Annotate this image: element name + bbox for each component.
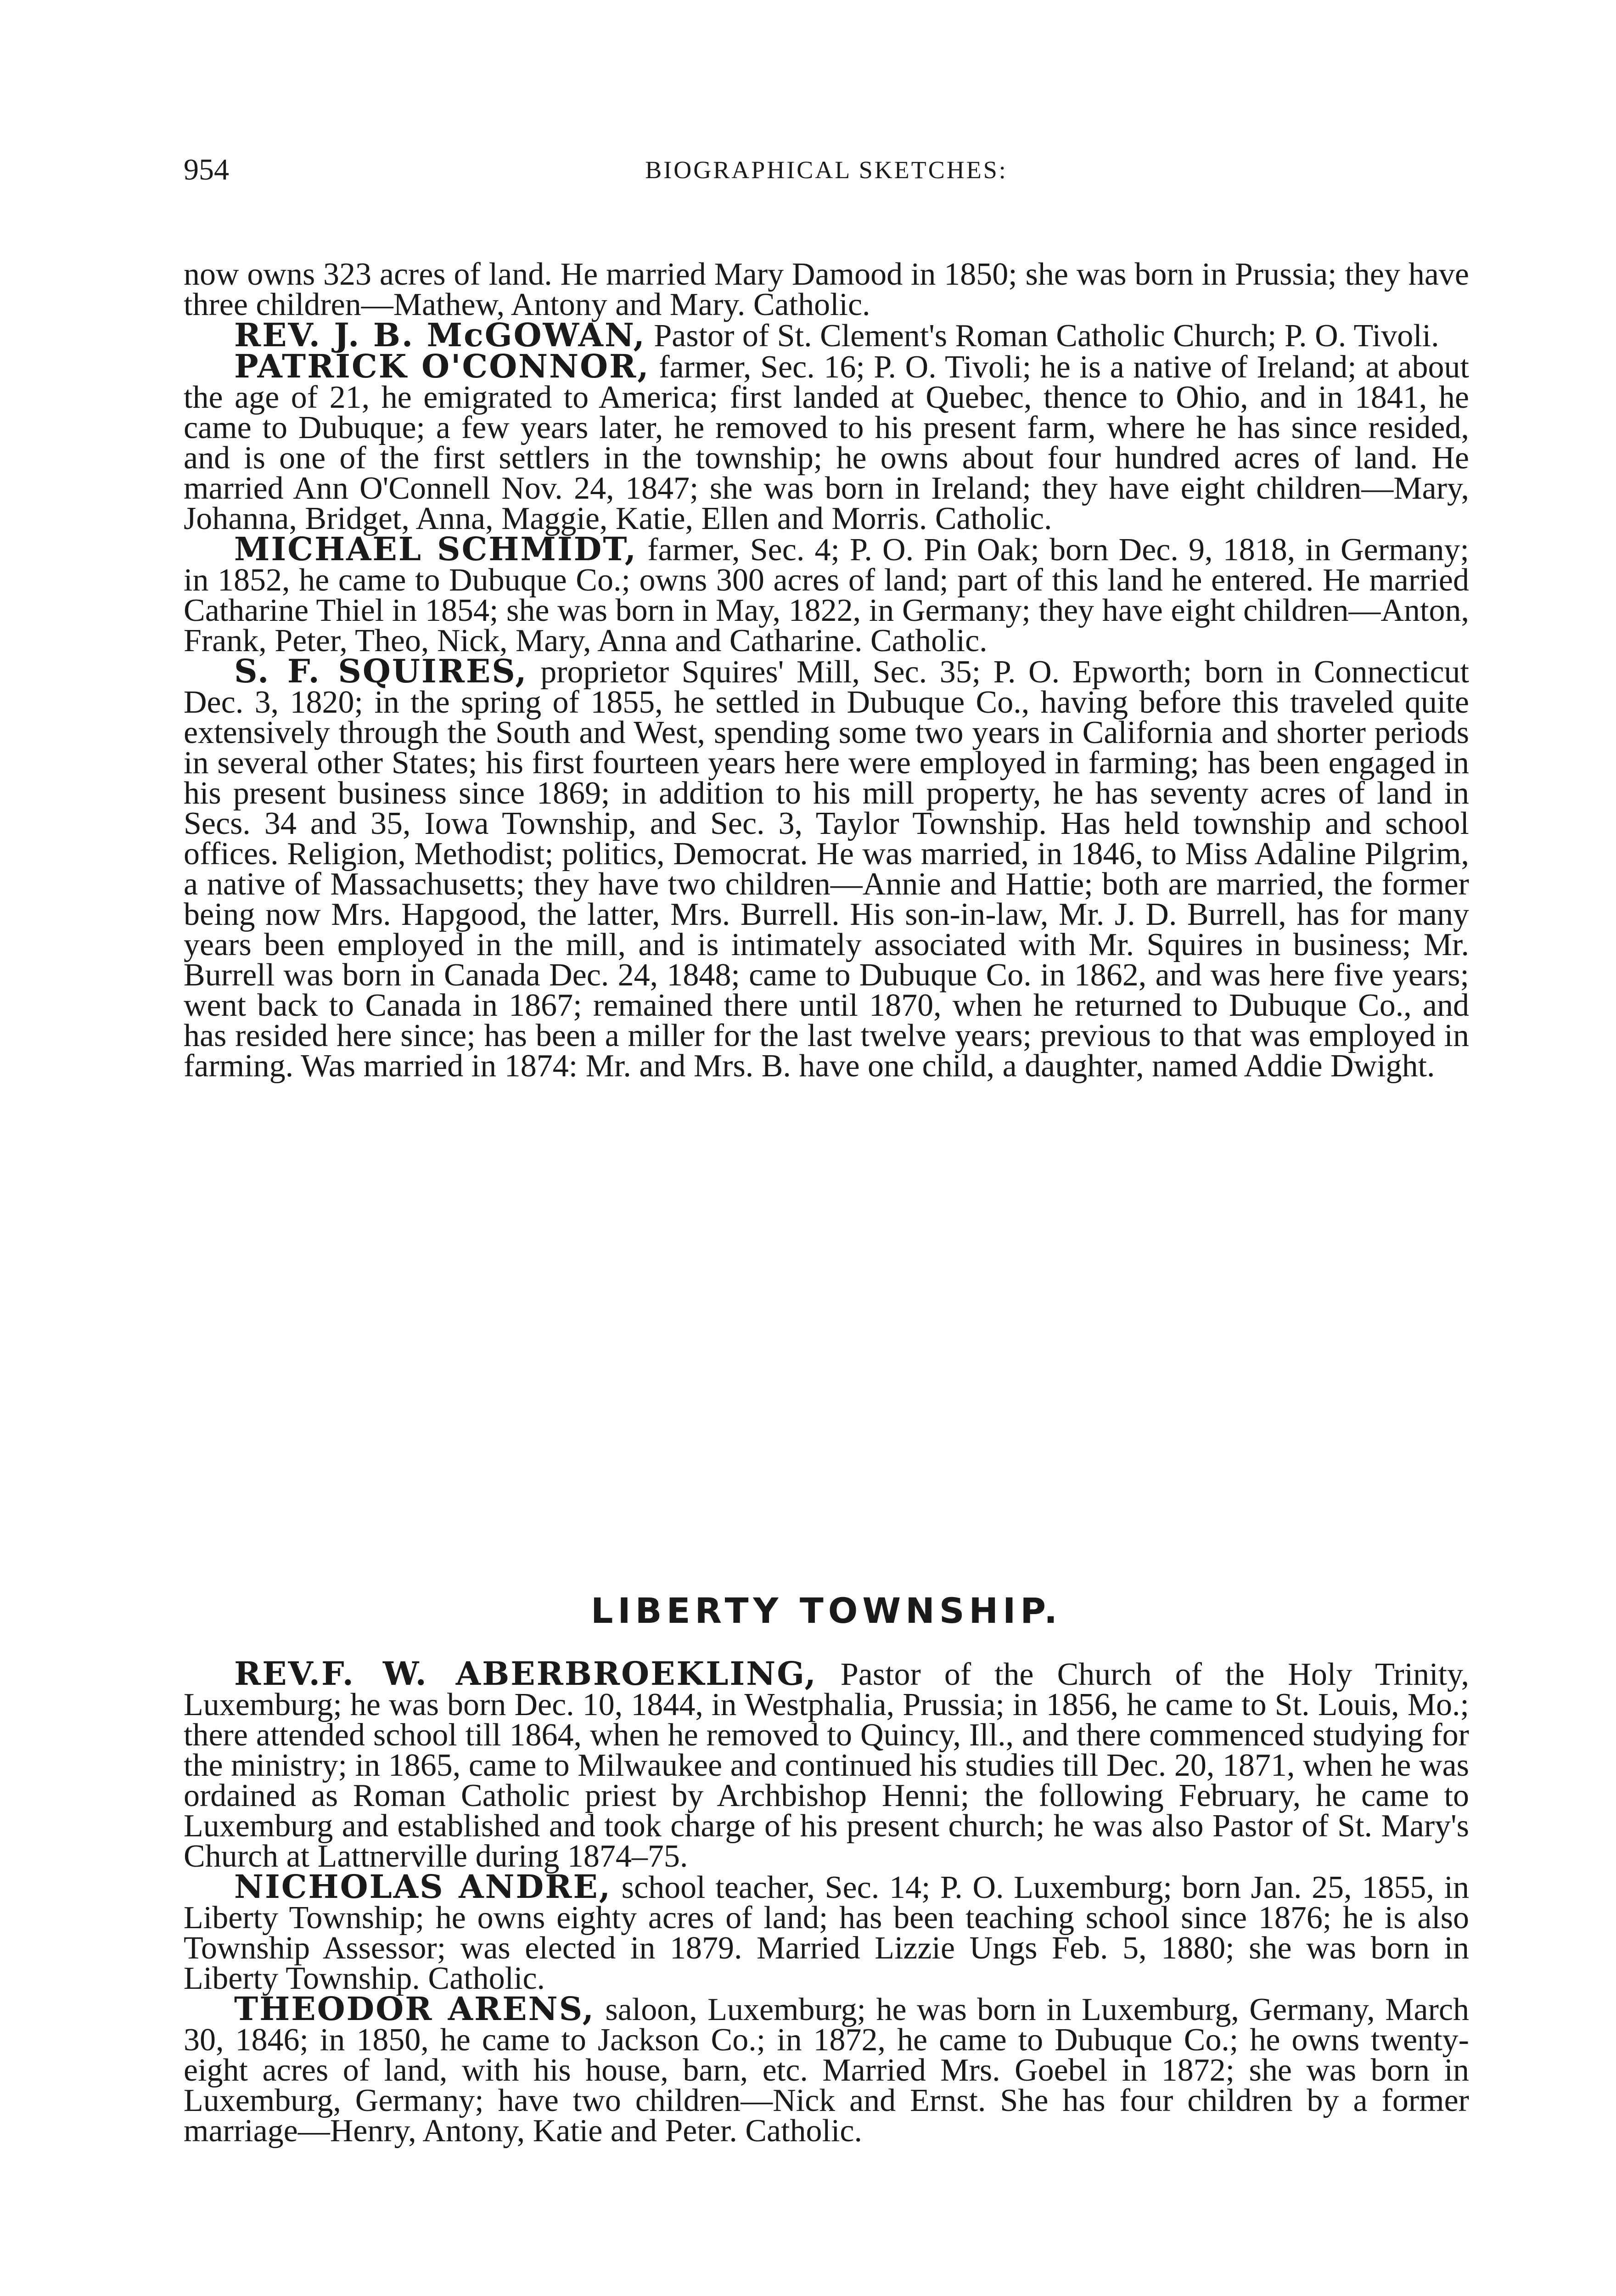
page-number: 954 [184,153,229,186]
entry-name: PATRICK O'CONNOR, [234,347,650,385]
entry-oconnor [184,347,1469,536]
entry-text: Pastor of the Church of the Holy Trinity, Luxemburg; he was born Dec. 10, 1844, in Westphalia, Prussia; in 1856, he came to St. Louis, Mo.; there attended school till 1864, when he removed to Quincy, Ill., and there commenced studying for the ministry; in 1865, came to Milwaukee and continued his studies till Dec. 20, 1871, when he was ordained as Roman Catholic priest by Archbishop Henni; the following February, he came to Luxemburg and established and took charge of his present church; he was also Pastor of St. Mary's Church at Lattnerville during 1874–75. [184,1657,1469,1874]
entry-text: farmer, Sec. 4; P. O. Pin Oak; born Dec. 9, 1818, in Germany; in 1852, he came to Dubuque Co.; owns 300 acres of land; part of this land he entered. He married Catharine Thiel in 1854; she was born in May, 1822, in Germany; they have eight children—Anton, Frank, Peter, Theo, Nick, Mary, Anna and Catharine. Catholic. [184,532,1469,658]
entry-schmidt [184,530,1469,658]
entry-name: MICHAEL SCHMIDT, [234,530,638,568]
entry-name: S. F. SQUIRES, [234,652,528,690]
section-heading: LIBERTY TOWNSHIP. [590,1590,1062,1631]
entry-aberbroekling [184,1654,1469,1874]
entry-text: saloon, Luxemburg; he was born in Luxemburg, Germany, March 30, 1846; in 1850, he came to Jackson Co.; in 1872, he came to Dubuque Co.; he owns twenty-eight acres of land, with his house, barn, etc. Married Mrs. Goebel in 1872; she was born in Luxemburg, Germany; have two children—Nick and Ernst. She has four children by a former marriage—Henry, Antony, Katie and Peter. Catholic. [184,1992,1469,2149]
entry-text: school teacher, Sec. 14; P. O. Luxemburg; born Jan. 25, 1855, in Liberty Township; he owns eighty acres of land; has been teaching school since 1876; he is also Township Assessor; was elected in 1879. Married Lizzie Ungs Feb. 5, 1880; she was born in Liberty Township. Catholic. [184,1870,1470,1996]
entry-text: proprietor Squires' Mill, Sec. 35; P. O. Epworth; born in Connecticut Dec. 3, 1820; in the spring of 1855, he settled in Dubuque Co., having before this traveled quite extensively through the South and West, spending some two years in California and shorter periods in several other States; his first fourteen years here were employed in farming; has been engaged in his present business since 1869; in addition to his mill property, he has seventy acres of land in Secs. 34 and 35, Iowa Township, and Sec. 3, Taylor Township. Has held township and school offices. Religion, Methodist; politics, Democrat. He was married, in 1846, to Miss Adaline Pilgrim, a native of Massachusetts; they have two children—Annie and Hattie; both are married, the former being now Mrs. Hapgood, the latter, Mrs. Burrell. His son-in-law, Mr. J. D. Burrell, has for many years been employed in the mill, and is intimately associated with Mr. Squires in business; Mr. Burrell was born in Canada Dec. 24, 1848; came to Dubuque Co. in 1862, and was here five years; went back to Canada in 1867; remained there until 1870, when he returned to Dubuque Co., and has resided here since; has been a miller for the last twelve years; previous to that was employed in farming. Was married in 1874: Mr. and Mrs. B. have one child, a daughter, named Addie Dwight. [184,654,1470,1084]
entry-arens [184,1990,1469,2149]
entry-andre [184,1868,1470,1996]
running-head [184,152,1469,188]
continuation-paragraph: now owns 323 acres of land. He married Mary Damood in 1850; she was born in Prussia; they have three children—Mathew, Antony and Mary. Catholic. [184,257,1469,322]
running-title: BIOGRAPHICAL SKETCHES: [645,156,1008,184]
entry-squires [184,652,1470,1084]
entry-text: farmer, Sec. 16; P. O. Tivoli; he is a native of Ireland; at about the age of 21, he emigrated to America; first landed at Quebec, thence to Ohio, and in 1841, he came to Dubuque; a few years later, he removed to his present farm, where he has since resided, and is one of the first settlers in the township; he owns about four hundred acres of land. He married Ann O'Connell Nov. 24, 1847; she was born in Ireland; they have eight children—Mary, Johanna, Bridget, Anna, Maggie, Katie, Ellen and Morris. Catholic. [184,349,1469,536]
entry-name: THEODOR ARENS, [234,1990,595,2028]
entry-text: Pastor of St. Clement's Roman Catholic Church; P. O. Tivoli. [645,318,1439,354]
top-column [184,257,1470,1084]
bottom-column [184,1654,1470,2149]
entry-name: REV.F. W. ABERBROEKLING, [234,1654,817,1693]
entry-mcgowan [184,316,1469,354]
entry-name: NICHOLAS ANDRE, [234,1868,612,1906]
entry-name: REV. J. B. McGOWAN, [234,316,646,354]
